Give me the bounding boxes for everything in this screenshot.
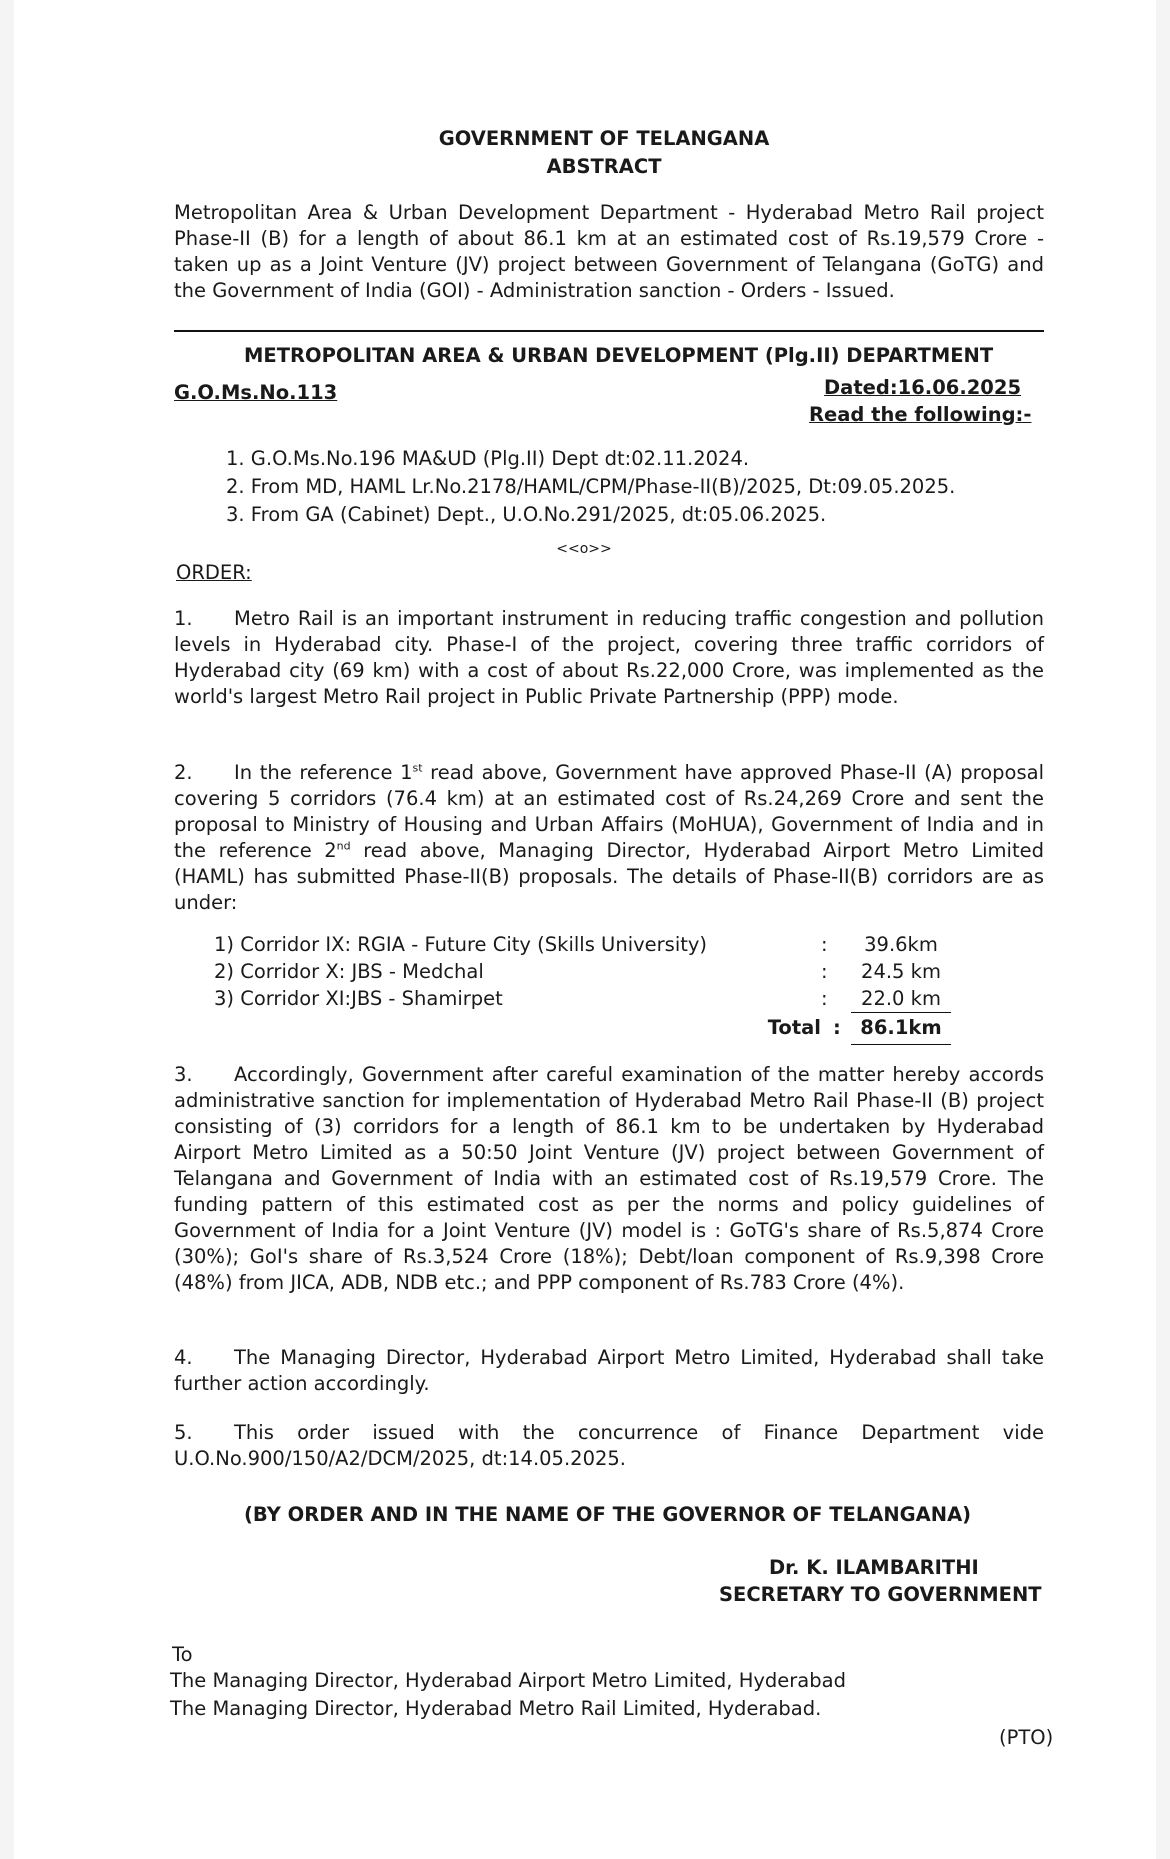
corridor-length: 22.0 km [851, 986, 951, 1013]
paragraph-text: read above, Government have approved Phase-II (A) proposal covering 5 corridors (76.4 km) at an estimated cost of Rs.24,269 Crore and sent the proposal to Ministry of Housing and Urban Affairs (MoHUA), Government of India and in the reference 2 [174, 761, 1044, 862]
corridor-total-row [214, 1013, 954, 1045]
colon: : [833, 1016, 841, 1039]
paragraph-number: 2. [174, 761, 193, 784]
paragraph-text: Accordingly, Government after careful examination of the matter hereby accords administrative sanction for implementation of Hyderabad Metro Rail Phase-II (B) project consisting of (3) corridors for a length of 86.1 km to be undertaken by Hyderabad Airport Metro Limited as a 50:50 Joint Venture (JV) project between Government of Telangana and Government of India with an estimated cost of Rs.19,579 Crore. The funding pattern of this estimated cost as per the norms and policy guidelines of Government of India for a Joint Venture (JV) model is : GoTG's share of Rs.5,874 Crore (30%); GoI's share of Rs.3,524 Crore (18%); Debt/loan component of Rs.9,398 Crore (48%) from JICA, ADB, NDB etc.; and PPP component of Rs.783 Crore (4%). [174, 1063, 1044, 1294]
order-paragraph-4 [174, 1345, 1044, 1397]
read-the-following: Read the following:- [809, 403, 1032, 426]
corridor-name: 2) Corridor X: JBS - Medchal [214, 960, 484, 983]
corridor-row [214, 959, 954, 986]
reference-item: 2. From MD, HAML Lr.No.2178/HAML/CPM/Phase-II(B)/2025, Dt:09.05.2025. [226, 475, 956, 498]
reference-item: 3. From GA (Cabinet) Dept., U.O.No.291/2025, dt:05.06.2025. [226, 503, 827, 526]
corridor-length: 24.5 km [861, 960, 941, 983]
go-number: G.O.Ms.No.113 [174, 381, 338, 404]
corridor-length: 39.6km [864, 933, 938, 956]
order-paragraph-5 [174, 1420, 1044, 1472]
paragraph-text: The Managing Director, Hyderabad Airport Metro Limited, Hyderabad shall take further action accordingly. [174, 1346, 1044, 1395]
signatory-name: Dr. K. ILAMBARITHI [769, 1556, 979, 1579]
paragraph-number: 3. [174, 1063, 193, 1086]
corridor-row [214, 986, 954, 1013]
corridor-row [214, 932, 954, 959]
order-heading: ORDER: [176, 561, 252, 584]
corridor-table [214, 932, 954, 1045]
subject-paragraph: Metropolitan Area & Urban Development Department - Hyderabad Metro Rail project Phase-II (B) for a length of about 86.1 km at an estimated cost of Rs.19,579 Crore - taken up as a Joint Venture (JV) project between Government of Telangana (GoTG) and the Government of India (GOI) - Administration sanction - Orders - Issued. [174, 201, 1044, 302]
document-page [14, 0, 1156, 1859]
to-label: To [172, 1643, 193, 1666]
corridor-name: 1) Corridor IX: RGIA - Future City (Skills University) [214, 933, 708, 956]
by-order-line: (BY ORDER AND IN THE NAME OF THE GOVERNOR OF TELANGANA) [244, 1503, 972, 1526]
signatory-designation: SECRETARY TO GOVERNMENT [719, 1583, 1042, 1606]
corridor-name: 3) Corridor XI:JBS - Shamirpet [214, 987, 503, 1010]
recipient: The Managing Director, Hyderabad Airport Metro Limited, Hyderabad [170, 1669, 846, 1692]
reference-item: 1. G.O.Ms.No.196 MA&UD (Plg.II) Dept dt:02.11.2024. [226, 447, 750, 470]
department-heading: METROPOLITAN AREA & URBAN DEVELOPMENT (Plg.II) DEPARTMENT [244, 344, 994, 367]
superscript: nd [336, 839, 351, 853]
order-paragraph-3 [174, 1062, 1044, 1296]
government-heading: GOVERNMENT OF TELANGANA [438, 127, 770, 150]
colon: : [821, 960, 828, 983]
dated: Dated:16.06.2025 [824, 376, 1022, 399]
colon: : [821, 933, 828, 956]
total-value: 86.1km [851, 1015, 951, 1045]
paragraph-text: read above, Managing Director, Hyderabad Airport Metro Limited (HAML) has submitted Phase-II(B) proposals. The details of Phase-II(B) corridors are as under: [174, 839, 1044, 914]
pto-mark: (PTO) [999, 1726, 1054, 1749]
superscript: st [412, 761, 423, 775]
paragraph-text: This order issued with the concurrence of Finance Department vide U.O.No.900/150/A2/DCM/2025, dt:14.05.2025. [174, 1421, 1044, 1470]
abstract-heading: ABSTRACT [546, 155, 662, 178]
paragraph-text: In the reference 1 [234, 761, 413, 784]
order-paragraph-1 [174, 606, 1044, 710]
total-label: Total [767, 1016, 821, 1039]
recipient: The Managing Director, Hyderabad Metro Rail Limited, Hyderabad. [170, 1697, 822, 1720]
order-paragraph-2 [174, 760, 1044, 916]
separator-mark: <<o>> [556, 541, 612, 557]
colon: : [821, 987, 828, 1010]
paragraph-number: 5. [174, 1421, 193, 1444]
paragraph-text: Metro Rail is an important instrument in reducing traffic congestion and pollution levels in Hyderabad city. Phase-I of the project, covering three traffic corridors of Hyderabad city (69 km) with a cost of about Rs.22,000 Crore, was implemented as the world's largest Metro Rail project in Public Private Partnership (PPP) mode. [174, 607, 1044, 708]
subject-divider [174, 330, 1044, 332]
paragraph-number: 4. [174, 1346, 193, 1369]
paragraph-number: 1. [174, 607, 193, 630]
